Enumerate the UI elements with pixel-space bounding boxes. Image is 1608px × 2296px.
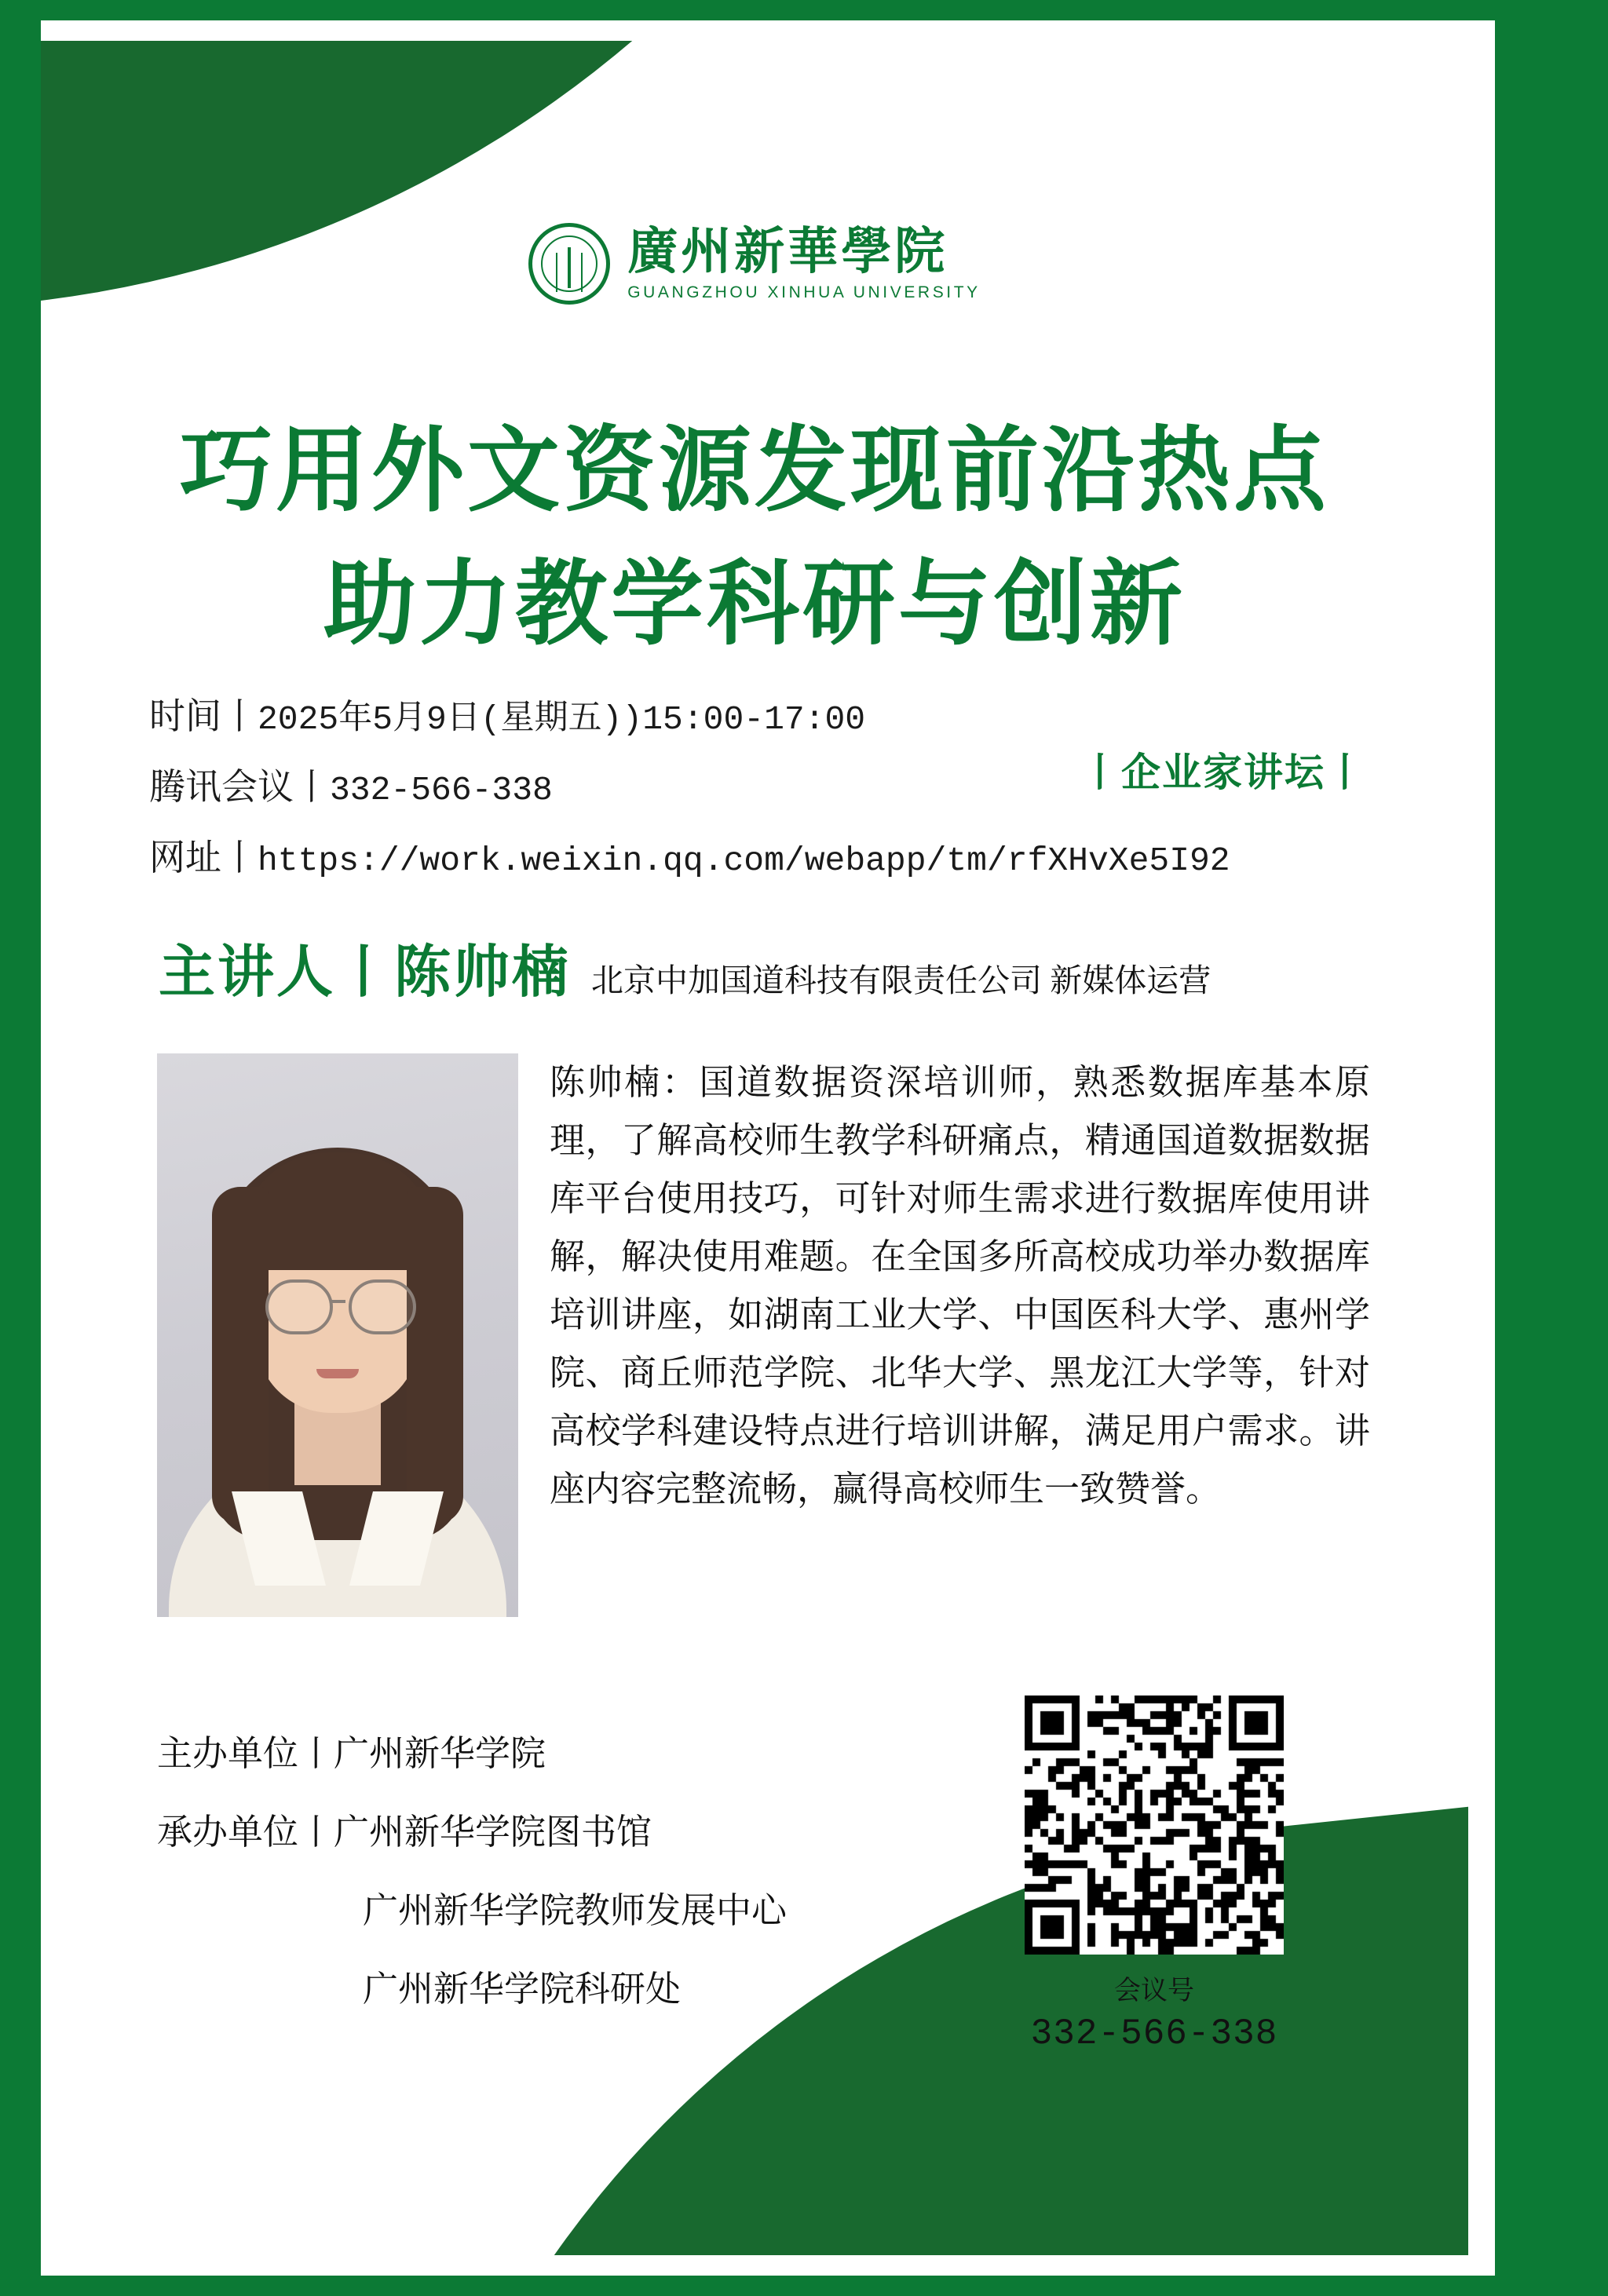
event-url-line [149,824,1374,895]
speaker-title: 主讲人丨陈帅楠 [159,941,572,1004]
photo-hair-left [212,1187,269,1524]
event-meeting-label: 腾讯会议丨 [149,767,330,807]
event-meeting-value: 332-566-338 [330,771,553,809]
poster-content [41,41,1468,2255]
left-green-bar [20,20,41,2276]
poster-title-line1: 巧用外文资源发现前沿热点 [179,420,1329,523]
event-time-label: 时间丨 [149,696,258,736]
speaker-photo [157,1053,518,1617]
organizer-line: 广州新华学院教师发展中心 [363,1891,788,1930]
university-logo [41,223,1468,305]
qr-block [1005,1696,1303,2054]
photo-mouth [316,1369,359,1378]
qr-meeting-number: 332-566-338 [1030,2013,1278,2054]
organizer-line: 广州新华学院科研处 [363,1969,682,2009]
photo-glasses-left [265,1279,333,1334]
event-url-label: 网址丨 [149,838,258,878]
university-name-en: GUANGZHOU XINHUA UNIVERSITY [627,283,981,301]
speaker-affiliation: 北京中加国道科技有限责任公司 新媒体运营 [591,962,1211,998]
speaker-bio: 陈帅楠：国道数据资深培训师，熟悉数据库基本原理，了解高校师生教学科研痛点，精通国道数据数据库平台使用技巧，可针对师生需求进行数据库使用讲解，解决使用难题。在全国多所高校成功举办数据库培训讲座，如湖南工业大学、中国医科大学、惠州学院、商丘师范学院、北华大学、黑龙江大学等，针对高校学科建设特点进行培训讲解，满足用户需求。讲座内容完整流畅，赢得高校师生一致赞誉。 [550,1063,1370,1509]
photo-glasses-bridge [330,1300,345,1303]
poster-title-line2: 助力教学科研与创新 [323,553,1186,656]
event-time-value: 2025年5月9日(星期五))15:00-17:00 [258,700,866,739]
photo-hair-right [407,1187,463,1524]
qr-caption: 会议号 [1114,1977,1194,2006]
university-name-cn: 廣州新華學院 [627,224,948,280]
organizers-block [157,1714,864,2028]
university-logo-text [627,225,981,301]
speaker-header [159,926,1211,1008]
qr-code[interactable] [1025,1696,1284,1955]
right-green-bar [1495,20,1588,2276]
photo-glasses-right [349,1279,416,1334]
organizer-line: 主办单位丨广州新华学院 [157,1734,546,1773]
university-seal-icon [528,223,610,305]
poster-paper [41,41,1468,2255]
forum-badge: 丨企业家讲坛丨 [1080,750,1366,794]
event-url-value[interactable]: https://work.weixin.qq.com/webapp/tm/rfXHvXe5I92 [258,841,1230,880]
organizer-line: 承办单位丨广州新华学院图书馆 [157,1812,652,1852]
